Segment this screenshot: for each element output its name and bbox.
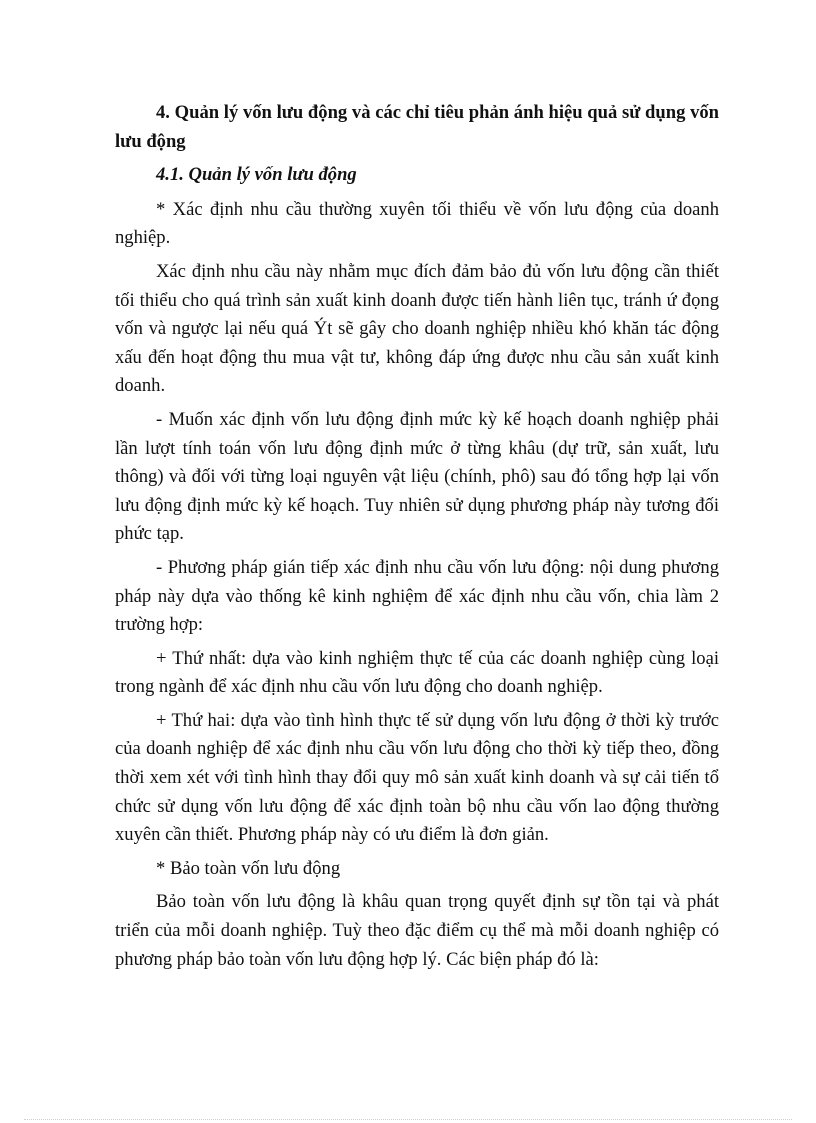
page-bottom-divider bbox=[24, 1119, 792, 1120]
paragraph-purpose: Xác định nhu cầu này nhằm mục đích đảm bảo đủ vốn lưu động cần thiết tối thiểu cho quá trình sản xuất kinh doanh được tiến hành liên tục, tránh ứ đọng vốn và ngược lại nếu quá Ýt sẽ gây cho doanh nghiệp nhiều khó khăn tác động xấu đến hoạt động thu mua vật tư, không đáp ứng được nhu cầu sản xuất kinh doanh. bbox=[115, 260, 719, 397]
document-body bbox=[115, 99, 719, 979]
paragraph-case-one: + Thứ nhất: dựa vào kinh nghiệm thực tế của các doanh nghiệp cùng loại trong ngành để xác định nhu cầu vốn lưu động cho doanh nghiệp. bbox=[115, 647, 719, 698]
subsection-heading: 4.1. Quản lý vốn lưu động bbox=[156, 164, 357, 186]
paragraph-preservation-body: Bảo toàn vốn lưu động là khâu quan trọng quyết định sự tồn tại và phát triển của mỗi doanh nghiệp. Tuỳ theo đặc điểm cụ thể mà mỗi doanh nghiệp có phương pháp bảo toàn vốn lưu động hợp lý. Các biện pháp đó là: bbox=[115, 891, 719, 970]
section-heading: 4. Quản lý vốn lưu động và các chỉ tiêu phản ánh hiệu quả sử dụng vốn lưu động bbox=[115, 102, 719, 152]
paragraph-direct-method: - Muốn xác định vốn lưu động định mức kỳ kế hoạch doanh nghiệp phải lần lượt tính toán vốn lưu động định mức ở từng khâu (dự trữ, sản xuất, lưu thông) và đối với từng loại nguyên vật liệu (chính, phô) sau đó tổng hợp lại vốn lưu động định mức kỳ kế hoạch. Tuy nhiên sử dụng phương pháp này tương đối phức tạp. bbox=[115, 408, 719, 545]
paragraph-preservation-heading: * Bảo toàn vốn lưu động bbox=[156, 857, 341, 879]
paragraph-indirect-method: - Phương pháp gián tiếp xác định nhu cầu vốn lưu động: nội dung phương pháp này dựa vào thống kê kinh nghiệm để xác định nhu cầu vốn, chia làm 2 trường hợp: bbox=[115, 556, 719, 636]
paragraph-case-two: + Thứ hai: dựa vào tình hình thực tế sử dụng vốn lưu động ở thời kỳ trước của doanh nghiệp để xác định nhu cầu vốn lưu động cho thời kỳ tiếp theo, đồng thời xem xét với tình hình thay đổi quy mô sản xuất kinh doanh và sự cải tiến tổ chức sử dụng vốn lưu động để xác định toàn bộ nhu cầu vốn lao động thường xuyên cần thiết. Phương pháp này có ưu điểm là đơn giản. bbox=[115, 709, 719, 846]
paragraph-minimum-capital: * Xác định nhu cầu thường xuyên tối thiểu về vốn lưu động của doanh nghiệp. bbox=[115, 198, 719, 249]
